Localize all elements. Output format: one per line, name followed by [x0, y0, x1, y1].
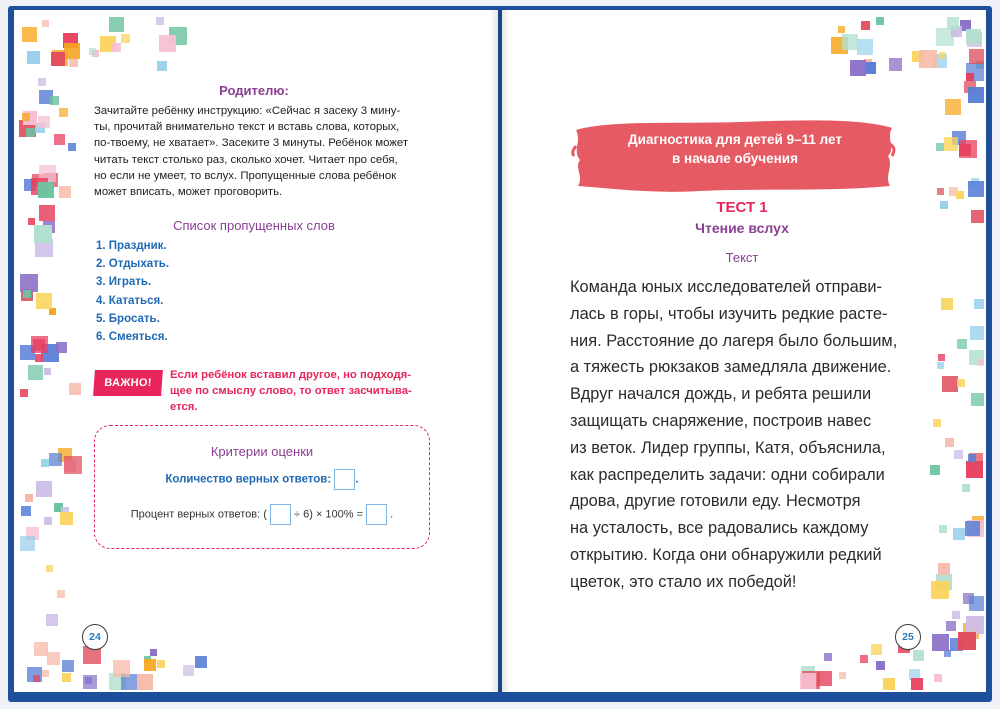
missing-words-list [96, 237, 296, 346]
instruction-line: читать текст столько раз, сколько хочет. Читает про себя, [94, 153, 398, 166]
confetti-square [69, 58, 78, 67]
confetti-square [38, 116, 50, 128]
confetti-square [50, 96, 59, 105]
confetti-square [156, 17, 164, 25]
confetti-square [919, 50, 937, 68]
confetti-square [59, 186, 71, 198]
confetti-square [36, 481, 52, 497]
important-note [170, 367, 450, 415]
confetti-square [824, 653, 832, 661]
confetti-square [62, 660, 74, 672]
confetti-square [966, 73, 974, 81]
percent-input-box [270, 504, 291, 525]
confetti-square [56, 342, 67, 353]
criteria-box [94, 425, 430, 549]
confetti-square [842, 34, 858, 50]
correct-count-label: Количество верных ответов: [165, 473, 332, 486]
instruction-line: ты, прочитай внимательно текст и вставь слова, которых, [94, 121, 400, 134]
confetti-square [965, 521, 980, 536]
confetti-square [49, 453, 62, 466]
confetti-square [121, 34, 130, 43]
confetti-square [962, 484, 970, 492]
confetti-square [20, 389, 28, 397]
confetti-square [20, 536, 35, 551]
confetti-square [968, 87, 984, 103]
confetti-square [933, 419, 941, 427]
confetti-square [60, 512, 73, 525]
confetti-square [957, 379, 965, 387]
confetti-square [911, 678, 923, 690]
confetti-square [44, 368, 51, 375]
confetti-square [959, 140, 977, 158]
story-text [570, 274, 915, 596]
confetti-square [939, 52, 946, 59]
story-line: Вдруг начался дождь, и ребята решили [570, 385, 872, 404]
story-line: цветок, это стало их победой! [570, 572, 797, 591]
story-line: на усталость, все радовались каждому [570, 519, 869, 538]
confetti-square [113, 660, 130, 677]
confetti-square [34, 642, 48, 656]
confetti-square [64, 456, 82, 474]
confetti-square [38, 78, 46, 86]
confetti-square [971, 393, 984, 406]
confetti-square [46, 565, 53, 572]
confetti-square [971, 210, 984, 223]
confetti-square [195, 656, 207, 668]
confetti-square [889, 58, 902, 71]
instruction-line: Зачитайте ребёнку инструкцию: «Сейчас я засеку 3 мину- [94, 105, 401, 117]
confetti-square [57, 590, 65, 598]
confetti-square [36, 293, 52, 309]
correct-count-end: . [355, 473, 359, 486]
confetti-square [159, 35, 176, 52]
list-item: 6. Смеяться. [96, 331, 168, 344]
confetti-square [946, 621, 956, 631]
list-item: 3. Играть. [96, 276, 152, 289]
confetti-square [28, 365, 43, 380]
banner-line: Диагностика для детей 9–11 лет [628, 132, 842, 147]
confetti-square [945, 99, 961, 115]
confetti-square [47, 652, 60, 665]
confetti-square [144, 659, 156, 671]
confetti-square [68, 143, 76, 151]
confetti-square [157, 660, 165, 668]
confetti-square [49, 308, 56, 315]
instruction-line: но если не умеет, то вслух. Пропущенные слова ребёнок [94, 169, 397, 182]
story-line: из веток. Лидер группы, Катя, объяснила, [570, 438, 886, 457]
confetti-square [23, 290, 31, 298]
confetti-square [35, 354, 43, 362]
confetti-square [150, 649, 157, 656]
confetti-square [850, 60, 866, 76]
correct-count-row [95, 469, 429, 490]
confetti-square [913, 650, 924, 661]
confetti-square [945, 438, 954, 447]
important-line: ется. [170, 401, 198, 413]
confetti-square [25, 494, 33, 502]
confetti-square [183, 665, 194, 676]
confetti-square [938, 354, 945, 361]
confetti-square [54, 134, 65, 145]
confetti-square [968, 181, 984, 197]
confetti-square [938, 563, 950, 575]
test-subtitle: Чтение вслух [695, 220, 789, 236]
confetti-square [800, 673, 816, 689]
confetti-square [34, 225, 52, 243]
confetti-square [861, 21, 870, 30]
story-line: а тяжесть рюкзаков замедляла движение. [570, 358, 892, 377]
banner-line: в начале обучения [672, 150, 798, 166]
instruction-line: может вписать, может проговорить. [94, 186, 283, 199]
parent-heading: Родителю: [219, 83, 289, 98]
story-line: как распределить задачи: одни собирали [570, 465, 885, 484]
list-item: 1. Праздник. [96, 240, 167, 252]
confetti-square [109, 17, 124, 32]
banner-title [570, 131, 900, 168]
confetti-square [947, 17, 959, 29]
confetti-square [876, 661, 885, 670]
parent-instructions [94, 103, 444, 200]
criteria-heading: Критерии оценки [210, 444, 314, 459]
confetti-square [42, 20, 49, 27]
confetti-square [936, 143, 944, 151]
confetti-square [952, 611, 960, 619]
confetti-square [969, 49, 984, 64]
confetti-square [956, 191, 964, 199]
correct-count-box [334, 469, 355, 490]
test-title: ТЕСТ 1 [716, 199, 768, 216]
confetti-square [969, 596, 984, 611]
confetti-square [838, 26, 845, 33]
confetti-square [932, 634, 949, 651]
confetti-square [89, 48, 96, 55]
confetti-square [941, 298, 953, 310]
confetti-square [69, 383, 81, 395]
confetti-square [137, 674, 153, 690]
confetti-square [112, 43, 121, 52]
confetti-square [26, 128, 35, 137]
confetti-square [883, 678, 895, 690]
confetti-square [41, 459, 49, 467]
percent-label: Процент верных ответов: ( [130, 508, 267, 521]
confetti-square [21, 506, 31, 516]
confetti-square [22, 113, 30, 121]
confetti-square [31, 336, 48, 353]
confetti-square [953, 528, 965, 540]
list-item: 5. Бросать. [96, 312, 160, 325]
confetti-square [62, 673, 71, 682]
confetti-square [157, 61, 167, 71]
confetti-square [931, 581, 949, 599]
instruction-line: по-твоему, не хватает». Засеките 3 минуты. Ребёнок может [94, 137, 409, 150]
percent-result-box [366, 504, 387, 525]
confetti-square [939, 525, 947, 533]
story-line: Команда юных исследователей отправи- [570, 278, 883, 296]
confetti-square [38, 182, 54, 198]
confetti-square [83, 675, 97, 689]
confetti-square [860, 655, 868, 663]
confetti-square [27, 51, 40, 64]
confetti-square [871, 644, 882, 655]
book-spine-shadow [490, 10, 510, 692]
percent-formula: ÷ 6) × 100% = [294, 508, 364, 521]
confetti-square [39, 205, 55, 221]
story-line: лась в горы, чтобы изучить редкие расте- [570, 304, 888, 323]
confetti-square [954, 450, 963, 459]
confetti-square [46, 614, 58, 626]
list-item: 2. Отдыхать. [96, 258, 170, 271]
story-line: открытию. Когда они обнаружили редкий [570, 545, 882, 564]
confetti-square [33, 675, 40, 682]
confetti-square [934, 674, 942, 682]
left-page [14, 10, 498, 692]
confetti-square [876, 17, 884, 25]
confetti-square [940, 201, 948, 209]
confetti-square [857, 39, 873, 55]
story-line: защищать снаряжение, построив навес [570, 411, 872, 430]
confetti-square [42, 670, 49, 677]
confetti-square [44, 517, 52, 525]
percent-end: . [390, 508, 394, 521]
important-badge: ВАЖНО! [93, 370, 163, 396]
confetti-square [958, 632, 976, 650]
confetti-square [966, 29, 981, 44]
important-line: щее по смыслу слово, то ответ засчитыва- [170, 385, 412, 397]
page-number-left: 24 [82, 624, 108, 650]
confetti-square [977, 359, 984, 366]
confetti-square [51, 52, 65, 66]
confetti-square [937, 362, 944, 369]
list-item: 4. Кататься. [96, 294, 164, 307]
confetti-square [968, 454, 976, 462]
important-line: Если ребёнок вставил другое, но подходя- [170, 369, 411, 381]
confetti-square [839, 672, 846, 679]
confetti-square [944, 137, 958, 151]
confetti-square [974, 299, 984, 309]
confetti-square [22, 27, 37, 42]
story-line: дрова, другие готовили еду. Несмотря [570, 492, 861, 511]
right-page [502, 10, 986, 692]
confetti-square [957, 339, 967, 349]
percent-row [95, 504, 429, 525]
confetti-square [942, 376, 958, 392]
story-line: ния. Расстояние до лагеря было большим, [570, 331, 898, 350]
confetti-square [817, 671, 832, 686]
confetti-square [59, 108, 68, 117]
confetti-square [970, 326, 984, 340]
page-number-right: 25 [895, 624, 921, 650]
missing-words-heading: Список пропущенных слов [173, 218, 335, 233]
confetti-square [937, 188, 944, 195]
confetti-square [930, 465, 940, 475]
text-label: Текст [725, 250, 759, 265]
